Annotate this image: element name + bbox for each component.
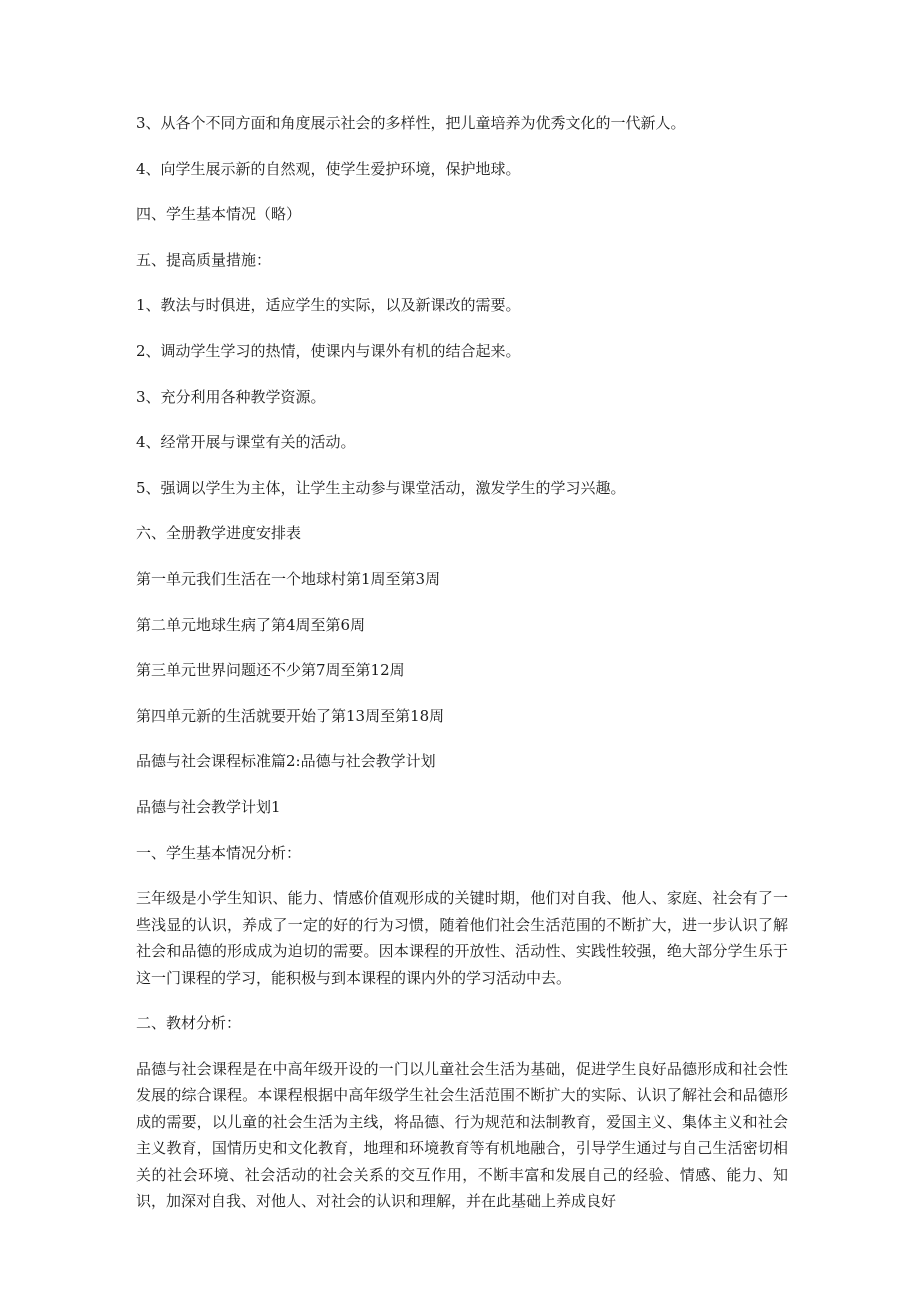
schedule-row: 第四单元新的生活就要开始了第13周至第18周: [136, 706, 445, 725]
section-heading: 二、教材分析：: [136, 1014, 242, 1033]
list-item: 3、充分利用各种教学资源。: [136, 387, 326, 406]
article-title: 品德与社会课程标准篇2:品德与社会教学计划: [136, 752, 436, 771]
text-line: 4、向学生展示新的自然观，使学生爱护环境，保护地球。: [136, 159, 521, 178]
list-item: 4、经常开展与课堂有关的活动。: [136, 433, 356, 452]
section-heading: 六、全册教学进度安排表: [136, 524, 302, 543]
document-body: [136, 110, 788, 1215]
list-item: 1、教法与时俱进，适应学生的实际，以及新课改的需要。: [136, 296, 521, 315]
plan-title: 品德与社会教学计划1: [136, 797, 281, 816]
list-item: 5、强调以学生为主体，让学生主动参与课堂活动，激发学生的学习兴趣。: [136, 478, 626, 497]
section-heading: 五、提高质量措施：: [136, 250, 272, 269]
text-line: 3、从各个不同方面和角度展示社会的多样性，把儿童培养为优秀文化的一代新人。: [136, 114, 686, 132]
section-heading: 一、学生基本情况分析：: [136, 843, 302, 862]
schedule-row: 第一单元我们生活在一个地球村第1周至第3周: [136, 569, 441, 588]
body-paragraph: 三年级是小学生知识、能力、情感价值观形成的关键时期，他们对自我、他人、家庭、社会有了一些浅显的认识，养成了一定的好的行为习惯，随着他们社会生活范围的不断扩大，进一步认识了解社会和品德的形成成为迫切的需要。因本课程的开放性、活动性、实践性较强，绝大部分学生乐于这一门课程的学习，能积极与到本课程的课内外的学习活动中去。: [136, 889, 788, 987]
section-heading: 四、学生基本情况（略）: [136, 205, 302, 224]
list-item: 2、调动学生学习的热情，使课内与课外有机的结合起来。: [136, 341, 521, 360]
schedule-row: 第三单元世界问题还不少第7周至第12周: [136, 661, 405, 680]
schedule-row: 第二单元地球生病了第4周至第6周: [136, 615, 366, 634]
body-paragraph: 品德与社会课程是在中高年级开设的一门以儿童社会生活为基础，促进学生良好品德形成和社会性发展的综合课程。本课程根据中高年级学生社会生活范围不断扩大的实际、认识了解社会和品德形成的需要，以儿童的社会生活为主线，将品德、行为规范和法制教育，爱国主义、集体主义和社会主义教育，国情历史和文化教育，地理和环境教育等有机地融合，引导学生通过与自己生活密切相关的社会环境、社会活动的社会关系的交互作用，不断丰富和发展自己的经验、情感、能力、知识，加深对自我、对他人、对社会的认识和理解，并在此基础上养成良好: [136, 1059, 788, 1211]
